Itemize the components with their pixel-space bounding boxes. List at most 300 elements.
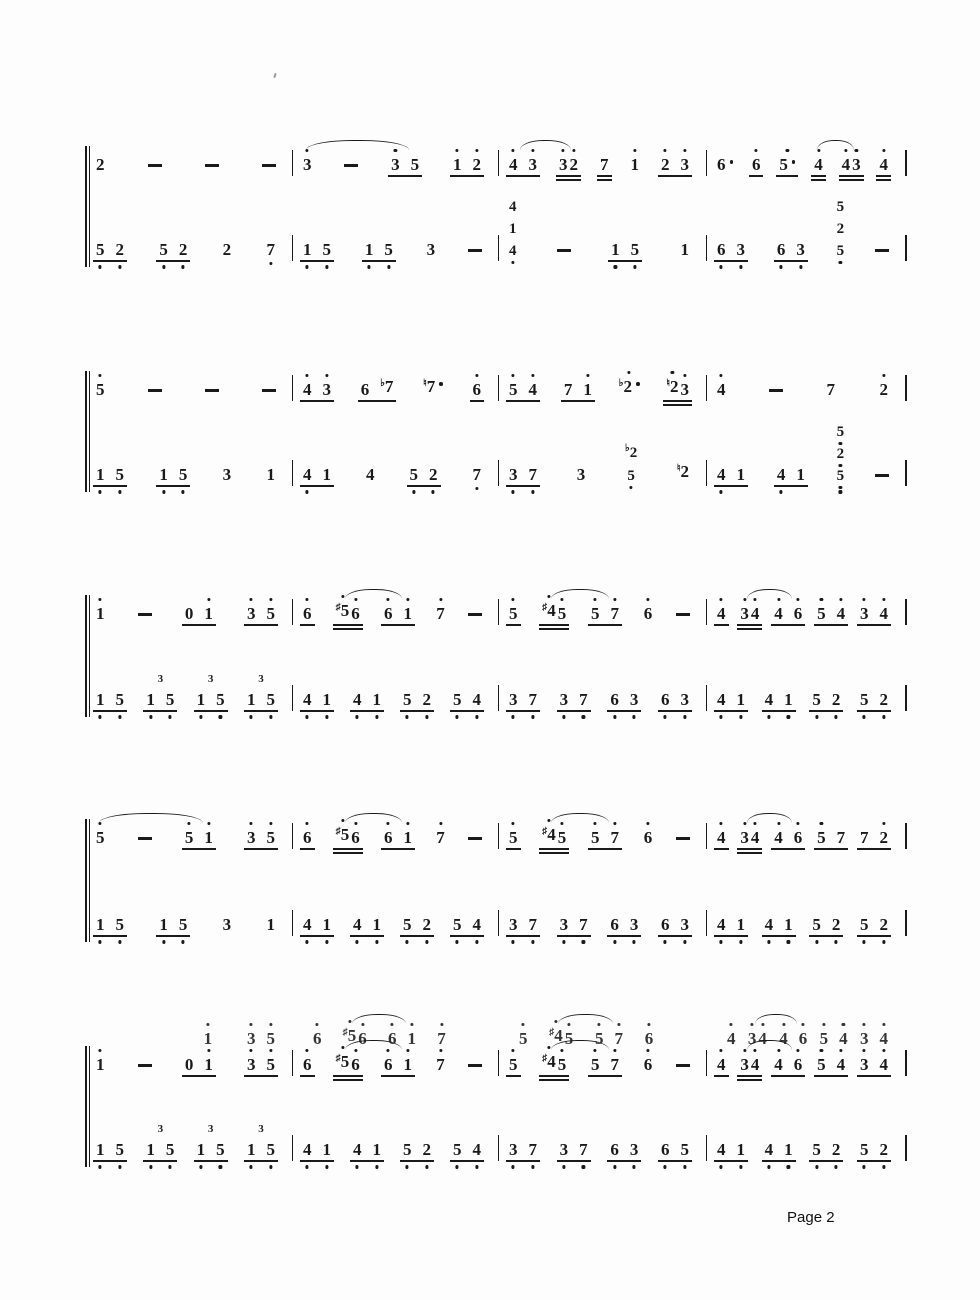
dash-note [468,1064,482,1067]
system-start-barline [85,595,87,717]
note-group [676,837,690,847]
beam-underline [597,179,612,181]
note-token: 4 [836,1055,847,1074]
octave-dot-above [341,595,344,598]
octave-dot-below [720,490,723,493]
octave-dot-below [882,940,885,943]
note-token: 1 [203,1029,214,1048]
beam-underline [737,1075,762,1077]
note-token: 5 [508,380,519,399]
barline [498,1050,499,1076]
octave-dot-below [199,715,202,718]
note-group [508,1140,538,1159]
barline [498,823,499,849]
beam-underline [300,1075,315,1077]
note-group [739,604,760,623]
beam-underline [607,1160,641,1162]
barline [292,235,293,261]
note-token: 3 [739,604,750,623]
note-token: 4 [352,690,363,709]
beam-underline [244,848,278,850]
system-start-barline [85,146,87,267]
note-token: 6 [472,380,483,399]
accidental-flat: ♭ [624,443,630,454]
note-token: 3 [222,915,232,934]
note-token: 6 [350,828,361,847]
dash-note [138,837,152,840]
note-token: 5 [265,828,276,847]
note-token: ♯4 [548,1026,564,1048]
note-group [548,1026,574,1048]
octave-dot-above [250,822,253,825]
octave-dot-above [796,598,799,601]
note-token: 4 [302,915,313,934]
tuplet-number: 3 [258,1123,264,1135]
note-group [508,155,538,174]
note-token: 2 [96,155,105,174]
octave-dot-below [475,487,478,490]
octave-dot-below [512,940,515,943]
octave-dot-above [743,1049,746,1052]
note-token: 5 [626,469,636,484]
slur-arc [306,140,408,150]
beam-underline [300,710,334,712]
barline [706,460,707,486]
note-token: 6 [609,915,620,934]
note-token: 7 [836,828,846,847]
octave-dot-above [820,822,823,825]
note-group [95,828,106,847]
beam-underline [737,628,762,630]
beam-underline [658,175,692,177]
barline [706,375,707,401]
note-group [95,1140,125,1159]
octave-dot-above [269,822,272,825]
note-token: 5 [158,240,169,259]
octave-dot-below [834,1165,837,1168]
note-token: 1 [783,915,794,934]
note-group [205,164,219,174]
octave-dot-above [755,149,758,152]
barline [498,375,499,401]
note-token: 6 [798,1029,809,1048]
note-token: 7 [472,465,483,484]
note-token: 5 [178,915,189,934]
note-token: 2 [569,155,580,174]
note-token: 1 [145,1140,156,1159]
note-group [452,915,482,934]
note-group [660,915,690,934]
beam-underline [300,624,315,626]
note-token: ♯5 [342,1026,358,1048]
beam-underline [93,1160,127,1162]
octave-dot-above [796,822,799,825]
note-group [360,377,395,399]
augmentation-dot [439,382,443,386]
beam-underline [663,400,692,402]
note-token: 6 [357,1029,368,1048]
beam-underline [771,1075,805,1077]
note-token: 2 [879,380,890,399]
note-token: 1 [302,240,313,259]
note-token: 4 [773,1055,784,1074]
dash-note [138,1064,152,1067]
octave-dot-above [617,1023,620,1026]
note-group [352,915,382,934]
octave-dot-below [412,490,415,493]
octave-dot-below [356,940,359,943]
slur-arc [747,813,791,823]
note-token: 4 [528,380,539,399]
note-token: 1 [203,1055,214,1074]
note-token: ♭2 [624,443,638,461]
note-group [813,155,824,174]
note-token: 5 [409,465,420,484]
note-group [594,1029,624,1048]
measure [302,1026,498,1048]
beam-underline [506,175,540,177]
octave-dot-below [250,715,253,718]
augmentation-dot [792,160,796,164]
note-group [468,837,482,847]
octave-dot-above [341,819,344,822]
beam-underline [450,935,484,937]
note-token: 1 [736,915,747,934]
note-group [402,1140,432,1159]
octave-dot-below [720,940,723,943]
note-token: 4 [509,199,517,215]
octave-dot-below [325,940,328,943]
octave-dot-above [786,149,789,152]
measure [498,152,706,174]
beam-underline [506,485,540,487]
octave-dot-above [743,598,746,601]
system-start-barline [85,371,87,492]
beam-underline [809,1160,843,1162]
note-token: 1 [630,155,641,174]
barline [498,685,499,711]
note-token: 1 [95,1140,106,1159]
octave-dot-below [767,715,770,718]
note-group [452,155,482,174]
octave-dot-below [632,940,635,943]
note-token: 5 [859,690,870,709]
beam-underline [714,260,748,262]
note-group [716,915,746,934]
octave-dot-above [512,822,515,825]
note-group [879,380,890,399]
beam-underline [244,1160,278,1162]
note-token: 5 [452,690,463,709]
octave-dot-below [613,715,616,718]
octave-dot-above [316,1023,319,1026]
note-token: 1 [322,465,331,484]
octave-dot-below [306,940,309,943]
octave-dot-below [475,715,478,718]
beam-underline [182,1075,216,1077]
note-token: 5 [819,1029,830,1048]
note-token: 6 [383,1055,394,1074]
beam-underline [333,624,363,626]
octave-dot-below [664,715,667,718]
note-group [302,465,332,484]
octave-dot-below [99,1165,102,1168]
beam-underline [811,175,826,177]
note-group [138,613,152,623]
beam-underline [714,710,748,712]
beam-underline [539,852,569,854]
octave-dot-above [207,822,210,825]
barline [498,460,499,486]
octave-dot-above [628,371,631,374]
octave-dot-below [787,1165,790,1168]
note-group [826,380,837,399]
note-token: 3 [559,690,570,709]
note-group [422,377,444,399]
note-token: 6 [643,1055,654,1074]
note-token: 3 [508,1140,519,1159]
note-group [716,604,727,623]
octave-dot-above [646,598,649,601]
measure [292,825,498,847]
octave-dot-above [475,149,478,152]
note-token: 2 [831,915,842,934]
note-token: 3 [390,155,401,174]
beam-underline [300,848,315,850]
note-token: 1 [582,380,593,399]
note-group [352,1140,382,1159]
note-token: 6 [644,1029,655,1048]
note-token: 2 [836,447,846,462]
system-start-barline [89,371,91,492]
note-group [716,240,746,259]
dash-note [875,249,889,252]
end-barline [905,910,907,936]
note-group [409,465,439,484]
octave-dot-below [456,940,459,943]
note-group [508,690,538,709]
barline [292,910,293,936]
beam-underline [333,628,363,630]
note-group [599,155,610,174]
note-group [726,1029,737,1048]
note-token: 5 [265,690,276,709]
beam-underline [857,935,891,937]
note-token: 4 [750,1055,761,1074]
octave-dot-below [839,261,842,264]
note-group [302,604,313,623]
note-group [739,828,760,847]
note-group [205,389,219,399]
note-group [222,915,233,934]
chord-stack [836,200,846,259]
note-token: 5 [811,1140,822,1159]
note-group [875,474,889,484]
note-token: 4 [879,604,890,623]
note-token: 4 [716,828,727,847]
note-token: 7 [265,240,276,259]
beam-underline [857,710,891,712]
measure [85,673,292,709]
note-token: 7 [600,155,609,174]
note-token: 6 [793,1055,804,1074]
octave-dot-below [375,715,378,718]
octave-dot-above [512,149,515,152]
note-token: 5 [594,1029,605,1048]
spacer [674,1046,690,1048]
note-token: 1 [145,690,156,709]
note-group [563,380,593,399]
note-group [95,1055,106,1074]
note-group [222,465,233,484]
note-token: 6 [609,690,620,709]
octave-dot-above [586,374,589,377]
note-group [452,690,482,709]
note-token: 1 [372,1140,383,1159]
octave-dot-below [633,265,636,268]
note-group [590,828,620,847]
slur-arc [99,813,202,823]
octave-dot-above [796,1049,799,1052]
barline [706,150,707,176]
note-token: 4 [726,1029,737,1048]
note-token: 5 [518,1029,529,1048]
beam-underline [607,935,641,937]
octave-dot-below [739,940,742,943]
note-group [643,1055,654,1074]
dash-note [468,613,482,616]
note-token: 5 [95,380,106,399]
note-token: 4 [302,1140,313,1159]
note-token: 3 [851,155,862,174]
beam-underline [333,852,363,854]
measure [85,825,292,847]
note-token: 6 [643,604,654,623]
note-token: 1 [372,690,383,709]
note-group [138,1064,152,1074]
note-group [716,380,727,399]
note-token: 3 [629,690,640,709]
note-group [435,604,446,623]
note-token: 4 [879,1055,890,1074]
note-token: 1 [372,915,383,934]
note-token: 3 [246,604,257,623]
octave-dot-below [325,265,328,268]
note-token: 4 [352,915,363,934]
dash-note [676,613,690,616]
note-group [816,828,846,847]
note-token: 5 [178,465,189,484]
measure [706,152,905,174]
note-group [184,1055,214,1074]
measure [706,687,905,709]
tuplet-number: 3 [157,673,164,685]
note-token: 5 [836,425,846,440]
note-token: 5 [564,1029,575,1048]
note-group [610,240,640,259]
beam-underline [809,710,843,712]
measure [292,1052,498,1074]
beam-underline [814,624,848,626]
barline [498,599,499,625]
dash-note [205,164,219,167]
note-token: 7 [435,604,446,623]
beam-underline [350,1160,384,1162]
measure [706,825,905,847]
note-group [265,240,276,259]
note-group [312,1029,323,1048]
note-group [558,155,579,174]
note-token: 5 [402,1140,413,1159]
beam-underline [556,179,581,181]
note-group [816,604,846,623]
note-token: 5 [452,915,463,934]
note-group [452,1140,482,1159]
measure [498,825,706,847]
octave-dot-above [822,1023,825,1026]
octave-dot-below [582,940,585,943]
note-token: 3 [859,604,870,623]
note-token: 7 [563,380,573,399]
note-group [468,613,482,623]
note-token: 4 [302,380,313,399]
note-group [660,690,690,709]
barline [498,910,499,936]
dash-note [557,249,571,252]
measure [85,601,292,623]
spacer [105,1046,121,1048]
octave-dot-above [406,1049,409,1052]
octave-dot-above [863,1049,866,1052]
note-group [819,1029,849,1048]
note-token: 7 [614,1029,625,1048]
octave-dot-above [456,149,459,152]
barline [706,823,707,849]
note-group [335,1052,361,1074]
note-group [747,1029,768,1048]
note-group [773,828,803,847]
octave-dot-above [882,1049,885,1052]
beam-underline [143,1160,177,1162]
note-token: 2 [878,915,889,934]
note-group [776,240,806,259]
octave-dot-below [425,1165,428,1168]
note-group [246,1055,276,1074]
note-token: 3 [322,380,333,399]
octave-dot-below [325,1165,328,1168]
slur-arc [817,140,854,150]
note-token: 6 [793,604,804,623]
octave-dot-below [425,715,428,718]
octave-dot-below [834,715,837,718]
note-token: 7 [578,915,589,934]
note-group [265,915,276,934]
note-group [816,1055,846,1074]
note-group [764,1140,794,1159]
octave-dot-below [99,940,102,943]
note-group [609,915,639,934]
octave-dot-below [456,1165,459,1168]
rest-note: 0 [184,604,194,623]
note-token: 3 [680,155,691,174]
barline [706,1050,707,1076]
octave-dot-below [531,1165,534,1168]
note-group [246,828,276,847]
note-group [246,604,276,623]
note-token: 5 [184,828,195,847]
barline [292,823,293,849]
beam-underline [450,1160,484,1162]
